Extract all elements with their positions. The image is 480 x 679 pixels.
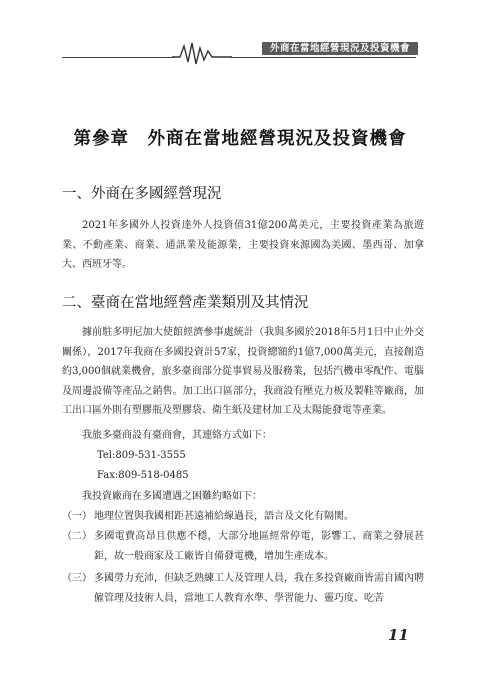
tel-line: Tel:809-531-3555 (97, 450, 186, 461)
list-item-text: 多國勞力充沛，但缺乏熟練工人及管理人員，我在多投資廠商皆需自國內聘僱管理及技術人員，當地工人教育水準、學習能力、靈巧度、吃苦 (94, 573, 424, 604)
page-number: 11 (388, 626, 409, 644)
list-item-text: 多國電費高昂且供應不穩，大部分地區經常停電，影響工、商業之發展甚鉅，故一般商家及工廠皆自備發電機，增加生產成本。 (94, 531, 424, 562)
chapter-title: 第參章 外商在當地經營現況及投資機會 (73, 129, 407, 149)
list-item-text: 地理位置與我國相距甚遠補給線過長，語言及文化有隔閡。 (94, 511, 354, 522)
header-rule-right (230, 57, 416, 58)
heartbeat-wave-icon (172, 40, 232, 66)
difficulty-intro: 我投資廠商在多國遭遇之困難約略如下： (82, 491, 262, 502)
list-item-number: （二） (62, 531, 92, 542)
fax-line: Fax:809-518-0485 (97, 470, 189, 481)
section1-heading: 一、外商在多國經營現況 (62, 186, 222, 202)
section2-paragraph: 據前駐多明尼加大使館經濟參事處統計（我與多國於2018年5月1日中止外交關係），2017年我商在多國投資計57家，投資總額約1億7,000萬美元，直接創造約3,000個就業機會，旅多臺商部分從事貿易及服務業，包括汽機車零配件、電腦及周邊設備等產品之銷售。加工出口區部分，我商設有壓克力板及製鞋等廠商，加工出口區外則有塑膠瓶及塑膠袋、衛生紙及建材加工及太陽能發電等產業。 (62, 327, 424, 416)
list-item-number: （一） (62, 511, 92, 522)
header-rule-left (62, 57, 174, 58)
list-item-number: （三） (62, 573, 92, 584)
section2-heading: 二、臺商在當地經營產業類別及其情況 (62, 295, 309, 311)
association-line: 我旅多臺商設有臺商會，其連絡方式如下： (82, 430, 272, 441)
section1-paragraph: 2021年多國外人投資達外人投資值31億200萬美元，主要投資產業為旅遊業、不動產業、商業、通訊業及能源業，主要投資來源國為美國、墨西哥、加拿大、西班牙等。 (62, 220, 424, 270)
running-header-title: 外商在當地經營現況及投資機會 (269, 43, 410, 54)
